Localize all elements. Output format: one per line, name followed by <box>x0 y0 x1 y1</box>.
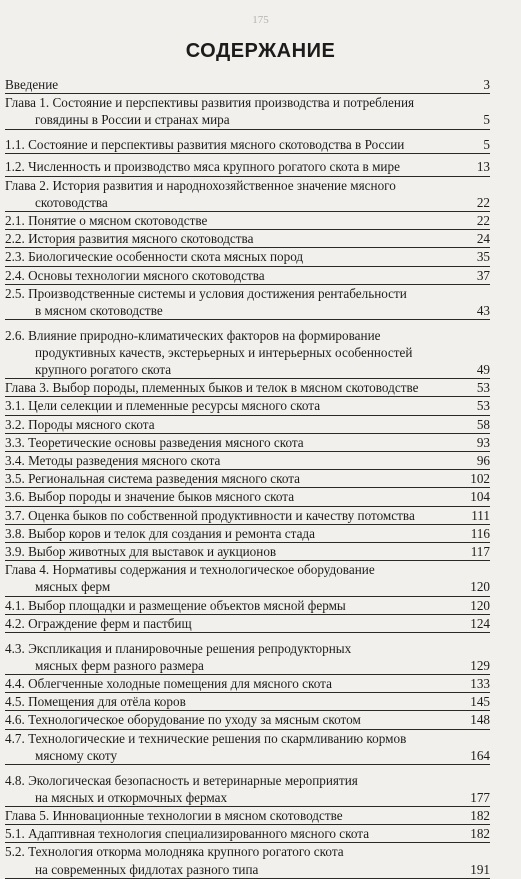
toc-entry-text: 2.1. Понятие о мясном скотоводстве <box>5 212 208 228</box>
toc-entry <box>5 94 490 129</box>
toc-entry-text: 1.2. Численность и производство мяса крупного рогатого скота в мире <box>5 159 400 175</box>
toc-entry <box>5 640 490 675</box>
toc-entry-text: 4.1. Выбор площадки и размещение объектов мясной фермы <box>5 597 346 613</box>
toc-entry-text: Глава 2. История развития и народнохозяйственное значение мясного <box>5 177 396 193</box>
toc-entry <box>5 470 490 488</box>
page-number-top: 175 <box>252 14 269 26</box>
toc-entry <box>5 267 490 285</box>
toc-page-number: 49 <box>476 362 490 378</box>
toc-entry-text: 4.5. Помещения для отёла коров <box>5 694 186 710</box>
toc-entry-text: 4.2. Ограждение ферм и пастбищ <box>5 615 192 631</box>
toc-page-number: 182 <box>470 807 490 823</box>
toc-page-number: 58 <box>476 416 490 432</box>
toc-entry-text: крупного рогатого скота <box>35 362 172 378</box>
toc-entry <box>5 158 490 176</box>
toc-page-number: 104 <box>470 489 490 505</box>
toc-entry <box>5 397 490 415</box>
toc-page-number: 120 <box>470 597 490 613</box>
toc-entry-text: говядины в России и странах мира <box>35 112 230 128</box>
toc-entry <box>5 416 490 434</box>
toc-entry-text: мясному скоту <box>35 747 118 763</box>
toc-page-number: 111 <box>471 507 490 523</box>
toc-entry-text: 3.4. Методы разведения мясного скота <box>5 453 221 469</box>
toc-entry-text: мясных ферм <box>35 579 111 595</box>
toc-entry-text: 2.2. История развития мясного скотоводства <box>5 231 254 247</box>
toc-entry <box>5 212 490 230</box>
toc-page-number: 182 <box>470 826 490 842</box>
toc-page-number: 133 <box>470 676 490 691</box>
toc-entry-text: 5.2. Технология откорма молодняка крупного рогатого скота <box>5 844 344 860</box>
toc-entry-text: 3.6. Выбор породы и значение быков мясного скота <box>5 489 295 505</box>
toc-entry-text: 5.1. Адаптивная технология специализированного мясного скота <box>5 826 370 842</box>
toc-entry-text: 4.3. Экспликация и планировочные решения репродукторных <box>5 640 352 656</box>
toc-entry-text: 4.8. Экологическая безопасность и ветеринарные мероприятия <box>5 772 358 788</box>
toc-page-number: 93 <box>476 434 490 450</box>
toc-entry-text: мясных ферм разного размера <box>35 657 204 673</box>
toc-entry <box>5 772 490 807</box>
toc-page-number: 53 <box>476 380 490 396</box>
toc-entry-text: 3.3. Теоретические основы разведения мясного скота <box>5 434 304 450</box>
toc-entry-text: 4.7. Технологические и технические решения по скармливанию кормов <box>5 730 407 746</box>
toc-entry-text: 2.3. Биологические особенности скота мясных пород <box>5 249 304 265</box>
toc-entry <box>5 561 490 596</box>
toc-entry <box>5 452 490 470</box>
toc-page-number: 148 <box>470 712 490 728</box>
toc-entry <box>5 825 490 843</box>
toc-entry <box>5 711 490 729</box>
toc-entry <box>5 76 490 94</box>
toc-entry <box>5 248 490 266</box>
toc-page-number: 35 <box>476 249 490 265</box>
toc-page-number: 22 <box>476 194 490 210</box>
toc-entry <box>5 177 490 212</box>
toc-page-number: 117 <box>470 544 490 560</box>
toc-entry <box>5 285 490 320</box>
toc-page-number: 5 <box>483 112 490 128</box>
toc-entry <box>5 379 490 397</box>
toc-page-number: 120 <box>470 579 490 595</box>
toc-entry-text: Глава 3. Выбор породы, племенных быков и телок в мясном скотоводстве <box>5 380 419 396</box>
toc-entry-text: 3.8. Выбор коров и телок для создания и ремонта стада <box>5 525 315 541</box>
toc-page-number: 164 <box>470 747 490 763</box>
toc-entry <box>5 525 490 543</box>
toc-entry-text: 4.6. Технологическое оборудование по уходу за мясным скотом <box>5 712 361 728</box>
toc-entry <box>5 807 490 825</box>
page-title: СОДЕРЖАНИЕ <box>185 40 336 62</box>
toc-entry-text: 3.1. Цели селекции и племенные ресурсы мясного скота <box>5 398 321 414</box>
toc-page-number: 96 <box>476 453 490 469</box>
toc-entry-text: Введение <box>5 77 59 92</box>
toc-page-number: 13 <box>476 159 490 175</box>
toc-page-number: 43 <box>476 302 490 318</box>
table-of-contents <box>5 76 490 879</box>
toc-entry-text: Глава 4. Нормативы содержания и технологическое оборудование <box>5 562 375 578</box>
toc-page-number: 145 <box>470 694 490 710</box>
toc-entry <box>5 543 490 561</box>
toc-entry <box>5 327 490 380</box>
toc-entry-text: скотоводства <box>35 194 108 210</box>
toc-entry-text: 1.1. Состояние и перспективы развития мясного скотоводства в России <box>5 137 405 153</box>
toc-entry-text: Глава 1. Состояние и перспективы развития производства и потребления <box>5 95 415 111</box>
toc-page-number: 5 <box>483 137 490 153</box>
toc-entry-text: продуктивных качеств, экстерьерных и интерьерных особенностей <box>35 344 413 360</box>
toc-entry <box>5 843 490 878</box>
toc-page-number: 3 <box>483 77 490 92</box>
toc-page-number: 37 <box>476 267 490 283</box>
toc-entry <box>5 434 490 452</box>
toc-page-number: 177 <box>470 789 490 805</box>
toc-entry-text: 3.7. Оценка быков по собственной продуктивности и качеству потомства <box>5 507 415 523</box>
toc-entry <box>5 230 490 248</box>
toc-entry-text: в мясном скотоводстве <box>35 302 163 318</box>
toc-entry <box>5 693 490 711</box>
toc-page-number: 116 <box>470 525 490 541</box>
toc-entry <box>5 136 490 154</box>
toc-entry-text: на современных фидлотах разного типа <box>35 861 259 877</box>
toc-page-number: 124 <box>470 615 490 631</box>
toc-entry-text: на мясных и откормочных фермах <box>35 789 228 805</box>
toc-entry-text: 3.9. Выбор животных для выставок и аукционов <box>5 544 277 560</box>
toc-page-number: 53 <box>476 398 490 414</box>
toc-entry-text: 2.5. Производственные системы и условия достижения рентабельности <box>5 285 407 301</box>
toc-entry <box>5 730 490 765</box>
toc-page-number: 22 <box>476 212 490 228</box>
toc-page-number: 24 <box>476 231 490 247</box>
toc-entry-text: 3.2. Породы мясного скота <box>5 416 155 432</box>
toc-entry <box>5 507 490 525</box>
toc-page-number: 102 <box>470 471 490 487</box>
toc-entry <box>5 597 490 615</box>
toc-page-number: 129 <box>470 657 490 673</box>
toc-entry-text: 3.5. Региональная система разведения мясного скота <box>5 471 301 487</box>
toc-entry <box>5 488 490 506</box>
toc-page-number: 191 <box>470 861 490 877</box>
toc-entry-text: 2.6. Влияние природно-климатических факторов на формирование <box>5 327 381 343</box>
toc-entry <box>5 615 490 633</box>
toc-entry-text: 2.4. Основы технологии мясного скотоводства <box>5 267 265 283</box>
toc-entry-text: 4.4. Облегченные холодные помещения для мясного скота <box>5 676 332 691</box>
toc-entry <box>5 675 490 693</box>
toc-entry-text: Глава 5. Инновационные технологии в мясном скотоводстве <box>5 807 343 823</box>
